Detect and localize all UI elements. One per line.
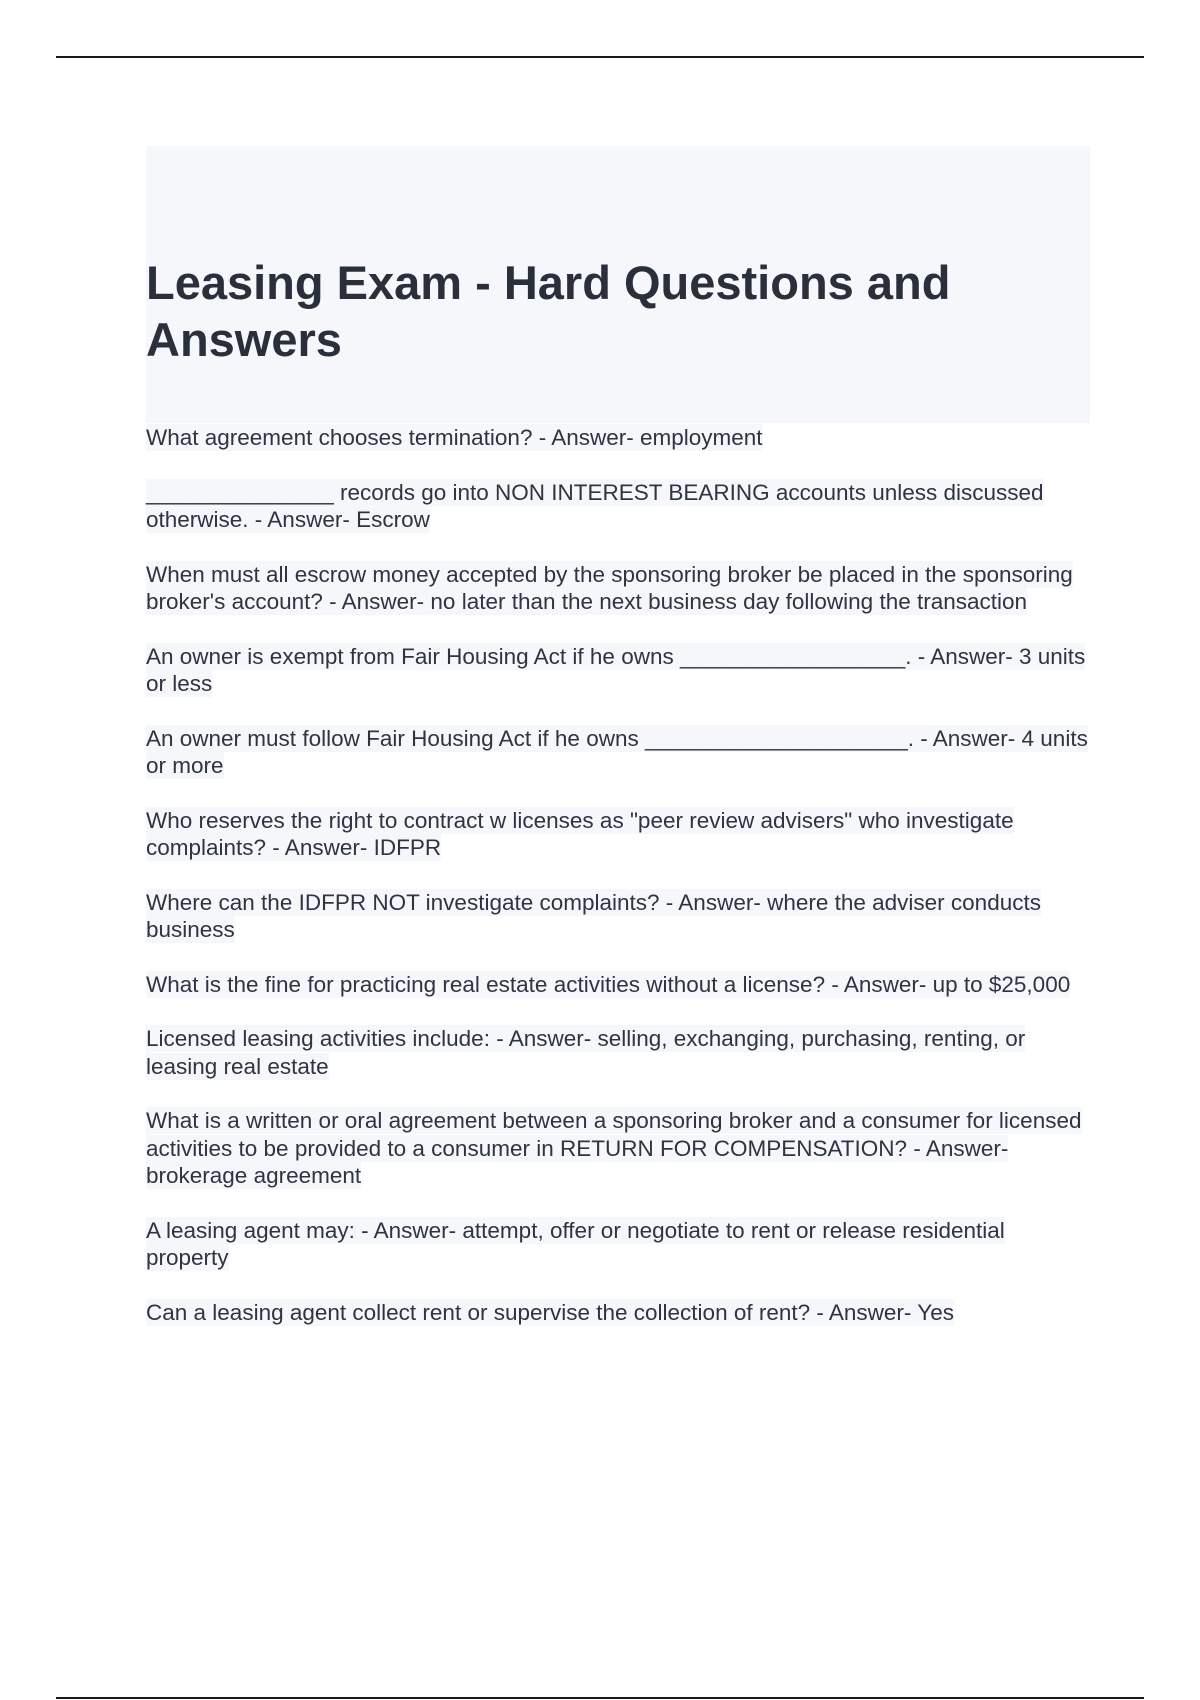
title-block xyxy=(146,146,1090,423)
qa-item xyxy=(146,1107,1090,1190)
qa-text: Can a leasing agent collect rent or supervise the collection of rent? - Answer- Yes xyxy=(146,1299,954,1325)
qa-item xyxy=(146,479,1090,534)
qa-text: An owner is exempt from Fair Housing Act if he owns __________________. - Answer- 3 units or less xyxy=(146,643,1086,696)
qa-text: Who reserves the right to contract w licenses as "peer review advisers" who investigate complaints? - Answer- IDFPR xyxy=(146,807,1014,860)
qa-item xyxy=(146,725,1090,780)
qa-text: What is a written or oral agreement between a sponsoring broker and a consumer for licensed activities to be provided to a consumer in RETURN FOR COMPENSATION? - Answer- brokerage agreement xyxy=(146,1108,1082,1188)
qa-item xyxy=(146,1299,1090,1327)
qa-text: _______________ records go into NON INTEREST BEARING accounts unless discussed otherwise. - Answer- Escrow xyxy=(146,479,1044,532)
qa-text: A leasing agent may: - Answer- attempt, offer or negotiate to rent or release residential property xyxy=(146,1217,1005,1270)
qa-item xyxy=(146,561,1090,616)
qa-text: Licensed leasing activities include: - Answer- selling, exchanging, purchasing, renting, or leasing real estate xyxy=(146,1026,1026,1079)
top-rule xyxy=(56,56,1144,58)
qa-item xyxy=(146,971,1090,999)
qa-text: What is the fine for practicing real estate activities without a license? - Answer- up to $25,000 xyxy=(146,971,1071,997)
bottom-rule xyxy=(56,1697,1144,1699)
qa-item xyxy=(146,1217,1090,1272)
document-title: Leasing Exam - Hard Questions and Answers xyxy=(146,256,951,366)
qa-item xyxy=(146,643,1090,698)
qa-item xyxy=(146,889,1090,944)
qa-text: An owner must follow Fair Housing Act if he owns _____________________. - Answer- 4 units or more xyxy=(146,725,1088,778)
qa-item xyxy=(146,1025,1090,1080)
qa-text: Where can the IDFPR NOT investigate complaints? - Answer- where the adviser conducts business xyxy=(146,889,1041,942)
qa-text: What agreement chooses termination? - Answer- employment xyxy=(146,425,763,450)
qa-item xyxy=(146,424,1090,452)
qa-list xyxy=(146,424,1090,1353)
qa-item xyxy=(146,807,1090,862)
qa-text: When must all escrow money accepted by the sponsoring broker be placed in the sponsoring broker's account? - Answer- no later than the next business day following the transaction xyxy=(146,561,1073,614)
